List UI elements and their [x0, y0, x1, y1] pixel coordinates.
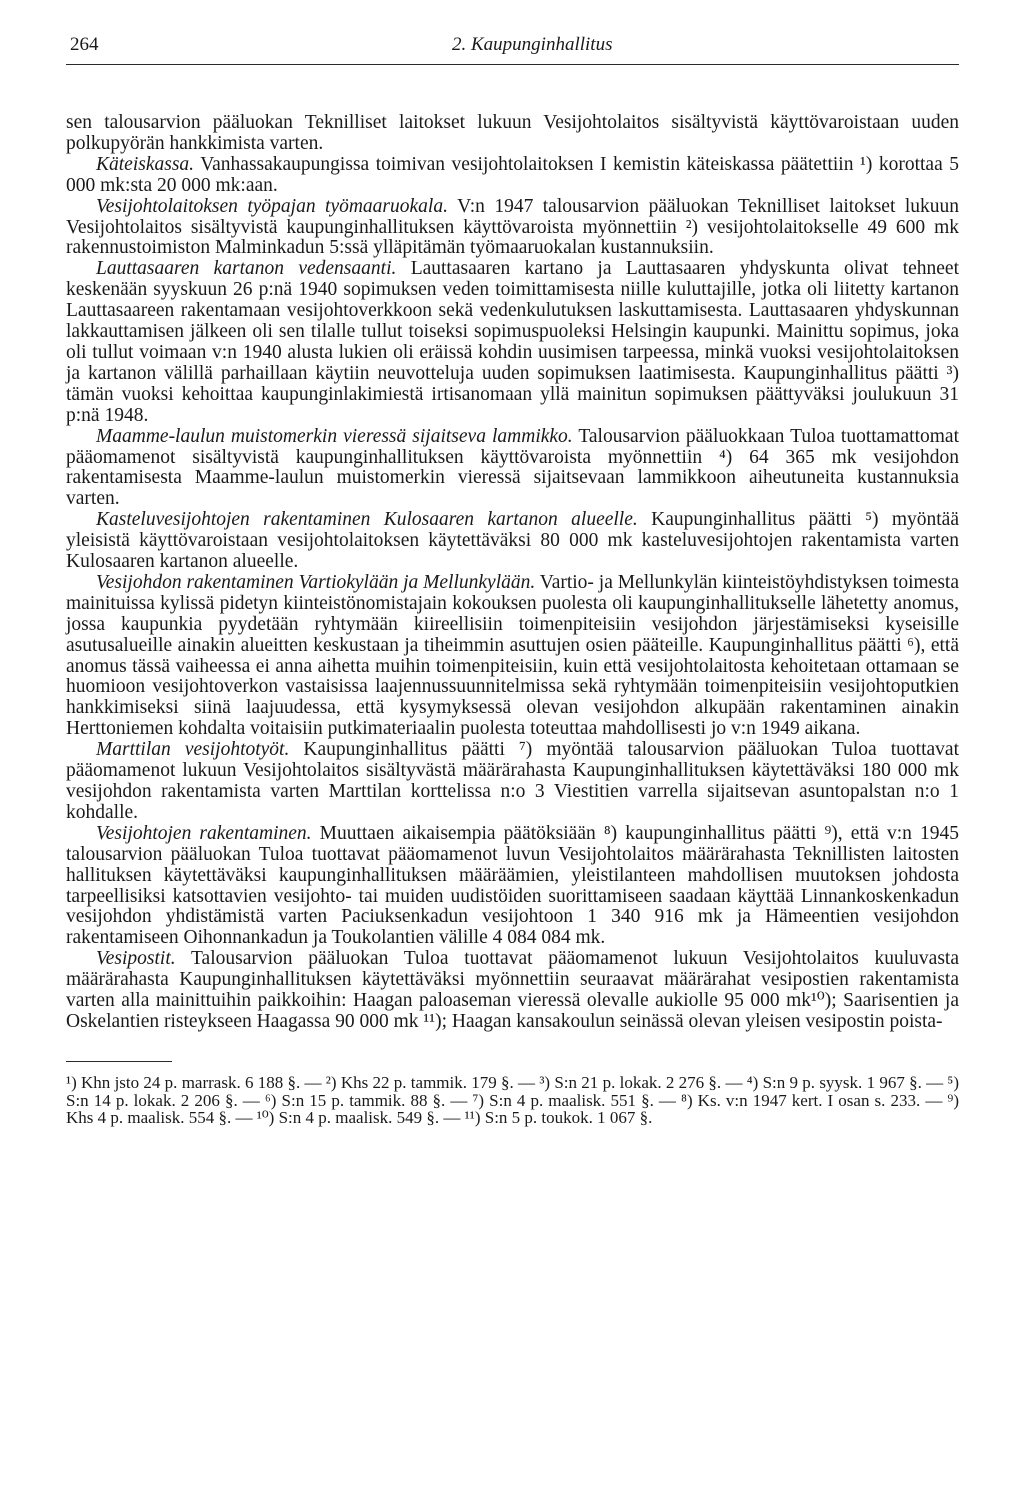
paragraph	[66, 259, 959, 426]
body-text	[66, 113, 959, 1033]
paragraph	[66, 155, 959, 197]
section-heading: Vesijohtojen rakentaminen.	[96, 822, 312, 844]
section-heading: Kasteluvesijohtojen rakentaminen Kulosaaren kartanon alueelle.	[96, 509, 638, 531]
running-title: 2. Kaupunginhallitus	[452, 34, 613, 55]
section-heading: Vesipostit.	[96, 948, 176, 970]
paragraph	[66, 427, 959, 511]
paragraph	[66, 197, 959, 260]
paragraph-text: Talousarvion pääluokkaan Tuloa tuottamattomat pääomamenot sisältyvistä kaupunginhallituksen käyttövaroista myönnettiin ⁴) 64 365 mk vesijohdon rakentamisesta Maamme-laulun muistomerkin vieressä sijaitsevaan lammikkoon aiheutuneita kustannuksia varten.	[66, 425, 959, 510]
page-header	[66, 24, 959, 65]
section-heading: Käteiskassa.	[96, 153, 195, 175]
paragraph	[66, 824, 959, 949]
paragraph	[66, 740, 959, 824]
paragraph	[66, 510, 959, 573]
page-number: 264	[70, 34, 99, 55]
paragraph-text: Kaupunginhallitus päätti ⁵) myöntää yleisistä käyttövaroistaan vesijohtolaitoksen käytettäväksi 80 000 mk kasteluvesijohtojen rakentamista varten Kulosaaren kartanon alueelle.	[66, 509, 959, 573]
section-heading: Vesijohdon rakentaminen Vartiokylään ja Mellunkylään.	[96, 571, 536, 593]
section-heading: Maamme-laulun muistomerkin vieressä sijaitseva lammikko.	[96, 425, 573, 447]
section-heading: Marttilan vesijohtotyöt.	[96, 739, 290, 761]
paragraph-text: V:n 1947 talousarvion pääluokan Teknilliset laitokset lukuun Vesijohtolaitos sisältyvistä kaupunginhallituksen käyttövaroista myönnettiin ²) vesijohtolaitokselle 49 600 mk rakennustoimiston Malminkadun 5:ssä ylläpitämän työmaaruokalan kustannuksiin.	[66, 195, 959, 259]
paragraph-text: Muuttaen aikaisempia päätöksiään ⁸) kaupunginhallitus päätti ⁹), että v:n 1945 talousarvion pääluokan Tuloa tuottavat pääomamenot luvun Vesijohtolaitos määrärahasta Teknillisten laitosten hallituksen käytettäväksi kaupunginhallituksen määräämien, yleistilanteen mahdollisen muutoksen johdosta tarpeellisiksi katsottavien vesijohto- tai muiden uudistöiden suorittamiseen saadaan käyttää Linnankoskenkadun vesijohdon yhdistämistä varten Paciuksenkadun vesijohtoon 1 340 916 mk ja Hämeentien vesijohdon rakentamiseen Oihonnankadun ja Toukolantien välille 4 084 084 mk.	[66, 822, 959, 949]
paragraph-text: Talousarvion pääluokan Tuloa tuottavat pääomamenot lukuun Vesijohtolaitos kuuluvasta määrärahasta Kaupunginhallituksen käytettäväksi myönnettiin seuraavat määrärahat vesipostien rakentamista varten alla mainittuihin paikkoihin: Haagan paloaseman vieressä olevalle aukiolle 95 000 mk¹⁰); Saarisentien ja Oskelantien risteykseen Haagassa 90 000 mk ¹¹); Haagan kansakoulun seinässä olevan yleisen vesipostin poista-	[66, 948, 959, 1032]
paragraph	[66, 949, 959, 1033]
paragraph-text: Lauttasaaren kartano ja Lauttasaaren yhdyskunta olivat tehneet keskenään syyskuun 26 p:nä 1940 sopimuksen veden toimittamisesta niille kuluttajille, jotka oli liitetty kartanon Lauttasaareen rakentamaan vesijohtoverkkoon sekä vedenkulutuksen laskuttamisesta. Lauttasaaren yhdyskunnan lakkauttamisen jälkeen oli sen tilalle tullut toiseksi sopimuspuoleksi Helsingin kaupunki. Mainittu sopimus, joka oli tullut voimaan v:n 1940 alusta lukien oli eräissä kohdin uusimisen tarpeessa, minkä vuoksi vesijohtolaitoksen ja kartanon välillä parhaillaan käytiin neuvotteluja uuden sopimuksen laatimisesta. Kaupunginhallitus päätti ³) tämän vuoksi kehoittaa kaupunginlakimiestä irtisanomaan yllä mainitun sopimuksen päättyväksi joulukuun 31 p:nä 1948.	[66, 258, 960, 426]
paragraph-text: Vanhassakaupungissa toimivan vesijohtolaitoksen I kemistin käteiskassa päätettiin ¹) korottaa 5 000 mk:sta 20 000 mk:aan.	[66, 153, 959, 196]
paragraph-text: Vartio- ja Mellunkylän kiinteistöyhdistyksen toimesta mainituissa kylissä pidetyn kiinteistönomistajain kokouksen puolesta oli kaupunginhallitukselle lähetetty anomus, jossa kaupunkia pyydetään ryhtymään kiireellisiin toimenpiteisiin vesijohdon järjestämiseksi kyseisille asutusalueille ainakin alueitten keskustaan ja tiheimmin asuttujen osien pääteille. Kaupunginhallitus päätti ⁶), että anomus tässä vaiheessa ei anna aihetta muihin toimenpiteisiin, kuin että vesijohtolaitosta kehoitetaan ottamaan se huomioon vesijohtoverkon vastaisissa laajennussuunnitelmissa sekä ryhtymään toimenpiteisiin vesijohtoputkien hankkimiseksi siinä laajuudessa, että kysymyksessä olevan vesijohdon alkupään rakentaminen ainakin Herttoniemen kohdalta voitaisiin putkimateriaalin puolesta toteuttaa mahdollisesti jo v:n 1949 aikana.	[66, 571, 960, 740]
document-page	[66, 24, 959, 1127]
paragraph	[66, 573, 959, 740]
footnote-divider	[66, 1061, 172, 1062]
paragraph-text: Kaupunginhallitus päätti ⁷) myöntää talousarvion pääluokan Tuloa tuottavat pääomamenot lukuun Vesijohtolaitos sisältyvästä määrärahasta Kaupunginhallituksen käytettäväksi 180 000 mk vesijohdon rakentamista varten Marttilan korttelissa n:o 3 Viestitien varrella sijaitsevan asuntopalstan n:o 1 kohdalle.	[66, 739, 959, 823]
section-heading: Lauttasaaren kartanon vedensaanti.	[96, 258, 397, 280]
section-heading: Vesijohtolaitoksen työpajan työmaaruokala.	[96, 195, 448, 217]
paragraph-text: sen talousarvion pääluokan Teknilliset laitokset lukuun Vesijohtolaitos sisältyvistä käyttövaroistaan uuden polkupyörän hankkimista varten.	[66, 112, 959, 154]
footnotes: ¹) Khn jsto 24 p. marrask. 6 188 §. — ²) Khs 22 p. tammik. 179 §. — ³) S:n 21 p. lokak. 2 276 §. — ⁴) S:n 9 p. syysk. 1 967 §. — ⁵) S:n 14 p. lokak. 2 206 §. — ⁶) S:n 15 p. tammik. 88 §. — ⁷) S:n 4 p. maalisk. 551 §. — ⁸) Ks. v:n 1947 kert. I osan s. 233. — ⁹) Khs 4 p. maalisk. 554 §. — ¹⁰) S:n 4 p. maalisk. 549 §. — ¹¹) S:n 5 p. toukok. 1 067 §.	[66, 1072, 959, 1128]
paragraph	[66, 113, 959, 155]
